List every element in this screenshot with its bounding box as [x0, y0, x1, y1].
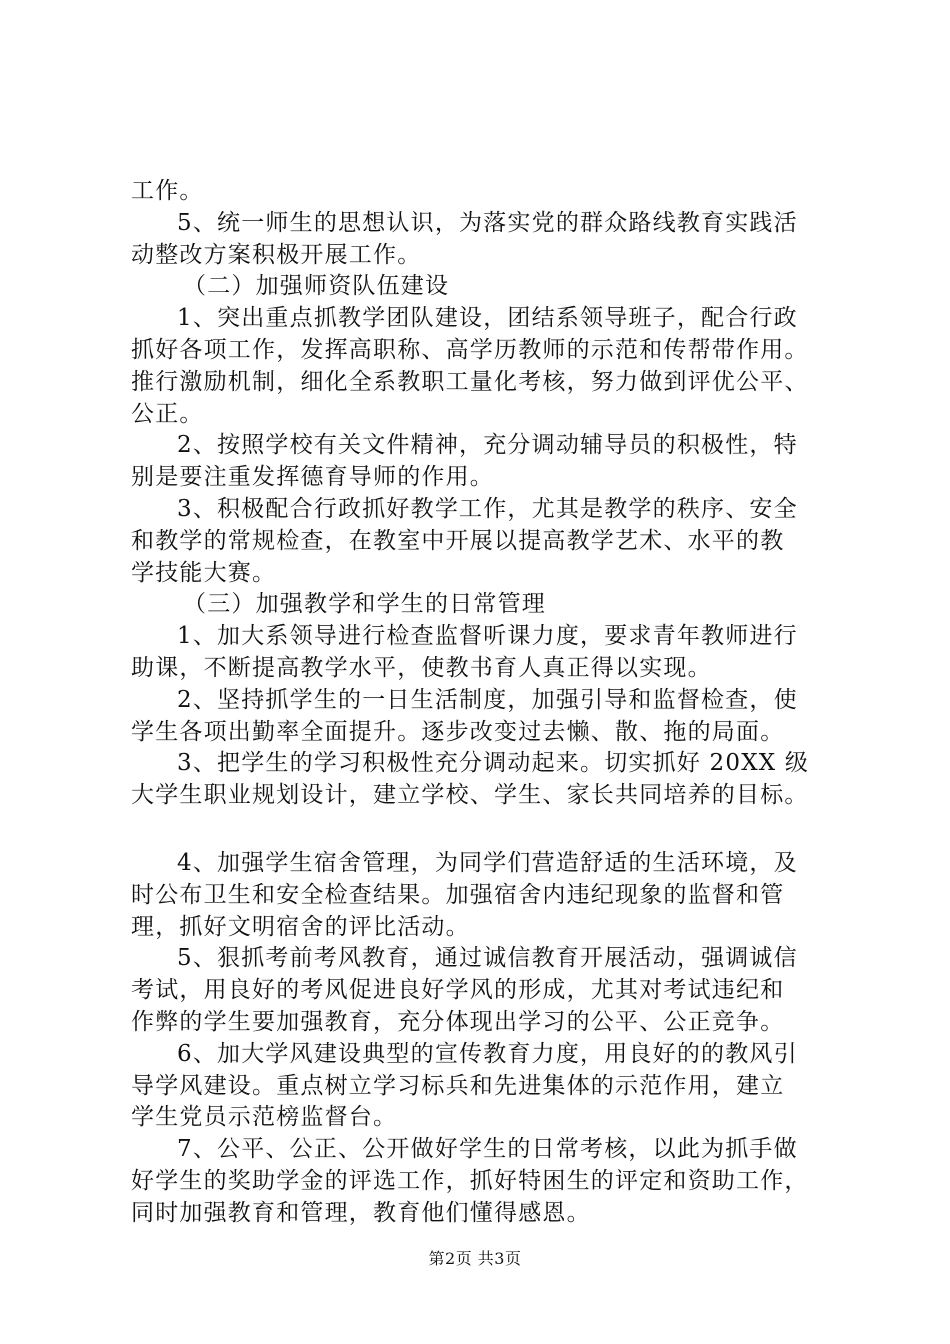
text-line: 动整改方案积极开展工作。 — [131, 241, 422, 268]
section-heading: （二）加强师资队伍建设 — [183, 273, 450, 300]
text-line: 作弊的学生要加强教育，充分体现出学习的公平、公正竞争。 — [131, 1008, 785, 1035]
text-line: 和教学的常规检查，在教室中开展以提高教学艺术、水平的教 — [131, 527, 785, 554]
page-number: 第2页 共3页 — [428, 1249, 522, 1268]
text-line: 5、统一师生的思想认识，为落实党的群众路线教育实践活 — [177, 209, 798, 236]
text-line: 别是要注重发挥德育导师的作用。 — [131, 464, 494, 491]
text-line: 考试，用良好的考风促进良好学风的形成，尤其对考试违纪和 — [131, 977, 785, 1004]
text-line: 学生党员示范榜监督台。 — [131, 1104, 398, 1131]
text-line: 2、按照学校有关文件精神，充分调动辅导员的积极性，特 — [177, 432, 798, 459]
text-line: 导学风建设。重点树立学习标兵和先进集体的示范作用，建立 — [131, 1072, 785, 1099]
text-line: 理，抓好文明宿舍的评比活动。 — [131, 913, 470, 940]
text-line: 大学生职业规划设计，建立学校、学生、家长共同培养的目标。 — [131, 782, 809, 809]
text-line: 3、把学生的学习积极性充分调动起来。切实抓好 20XX 级 — [177, 750, 810, 777]
text-line: 工作。 — [131, 178, 204, 204]
text-line: 时公布卫生和安全检查结果。加强宿舍内违纪现象的监督和管 — [131, 881, 785, 908]
text-line: 5、狠抓考前考风教育，通过诚信教育开展活动，强调诚信 — [177, 945, 798, 972]
text-line: 1、突出重点抓教学团队建设，团结系领导班子，配合行政 — [177, 305, 798, 332]
text-line: 同时加强教育和管理，教育他们懂得感恩。 — [131, 1199, 591, 1226]
text-line: 学技能大赛。 — [131, 559, 277, 586]
text-line: 助课，不断提高教学水平，使教书育人真正得以实现。 — [131, 654, 712, 681]
text-line: 推行激励机制，细化全系教职工量化考核，努力做到评优公平、 — [131, 368, 809, 395]
text-line: 抓好各项工作，发挥高职称、高学历教师的示范和传帮带作用。 — [131, 336, 809, 363]
section-heading: （三）加强教学和学生的日常管理 — [183, 591, 546, 618]
text-line: 公正。 — [131, 400, 204, 427]
text-line: 2、坚持抓学生的一日生活制度，加强引导和监督检查，使 — [177, 686, 798, 713]
paragraph-gap — [131, 812, 831, 848]
text-line: 好学生的奖助学金的评选工作，抓好特困生的评定和资助工作， — [131, 1167, 809, 1194]
text-line: 学生各项出勤率全面提升。逐步改变过去懒、散、拖的局面。 — [131, 718, 785, 745]
text-line: 4、加强学生宿舍管理，为同学们营造舒适的生活环境，及 — [177, 849, 798, 876]
text-line: 6、加大学风建设典型的宣传教育力度，用良好的的教风引 — [177, 1040, 798, 1067]
document-body — [131, 176, 831, 1230]
text-line: 3、积极配合行政抓好教学工作，尤其是教学的秩序、安全 — [177, 495, 798, 522]
text-line: 7、公平、公正、公开做好学生的日常考核，以此为抓手做 — [177, 1136, 798, 1163]
text-line: 1、加大系领导进行检查监督听课力度，要求青年教师进行 — [177, 623, 798, 650]
